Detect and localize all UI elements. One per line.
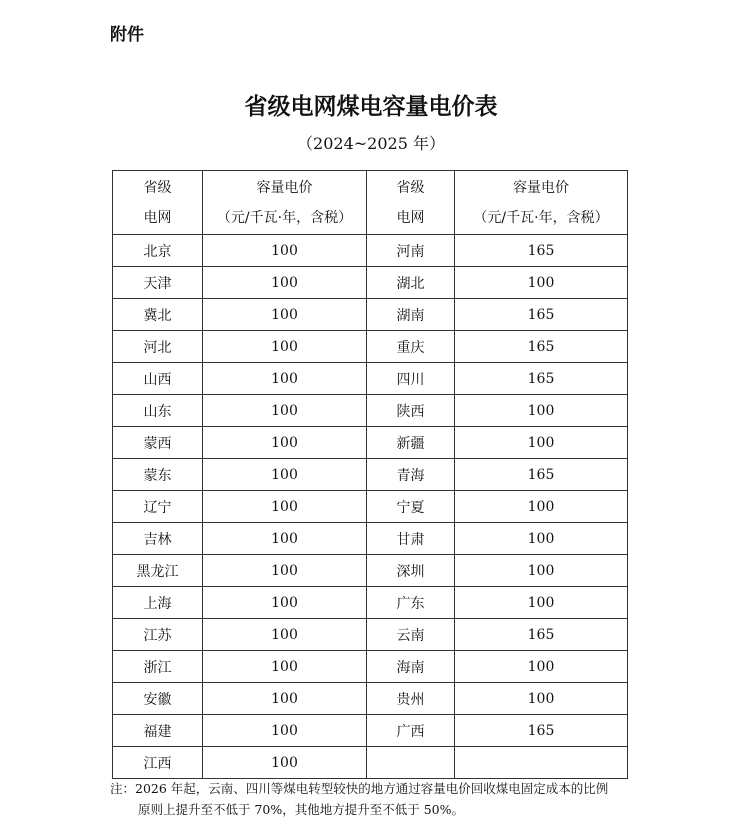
right-region-cell: 重庆 bbox=[367, 331, 455, 363]
region-header-line2: 电网 bbox=[143, 209, 172, 226]
footnote-line1: 注：2026 年起，云南、四川等煤电转型较快的地方通过容量电价回收煤电固定成本的比例 bbox=[110, 781, 609, 796]
left-region-cell: 辽宁 bbox=[113, 491, 203, 523]
left-price-cell: 100 bbox=[203, 395, 367, 427]
left-price-cell: 100 bbox=[203, 587, 367, 619]
right-price-cell: 165 bbox=[455, 235, 628, 267]
left-price-cell: 100 bbox=[203, 715, 367, 747]
table-header-row bbox=[113, 171, 628, 235]
left-price-cell: 100 bbox=[203, 683, 367, 715]
right-price-cell: 100 bbox=[455, 651, 628, 683]
right-region-cell: 广东 bbox=[367, 587, 455, 619]
table-row bbox=[113, 587, 628, 619]
left-region-cell: 山西 bbox=[113, 363, 203, 395]
left-region-cell: 天津 bbox=[113, 267, 203, 299]
right-price-cell bbox=[455, 747, 628, 779]
price-header-line2: （元/千瓦·年，含税） bbox=[473, 209, 609, 226]
region-header-left bbox=[113, 171, 203, 235]
right-price-cell: 100 bbox=[455, 491, 628, 523]
left-region-cell: 黑龙江 bbox=[113, 555, 203, 587]
left-price-cell: 100 bbox=[203, 619, 367, 651]
right-price-cell: 165 bbox=[455, 363, 628, 395]
right-region-cell: 陕西 bbox=[367, 395, 455, 427]
table-row bbox=[113, 523, 628, 555]
left-price-cell: 100 bbox=[203, 555, 367, 587]
price-header-line2: （元/千瓦·年，含税） bbox=[216, 209, 353, 226]
table-row bbox=[113, 491, 628, 523]
table-row bbox=[113, 651, 628, 683]
left-price-cell: 100 bbox=[203, 267, 367, 299]
left-region-cell: 安徽 bbox=[113, 683, 203, 715]
price-header-left bbox=[203, 171, 367, 235]
right-price-cell: 100 bbox=[455, 523, 628, 555]
right-region-cell: 青海 bbox=[367, 459, 455, 491]
table-body bbox=[113, 235, 628, 779]
left-price-cell: 100 bbox=[203, 651, 367, 683]
left-price-cell: 100 bbox=[203, 459, 367, 491]
left-region-cell: 上海 bbox=[113, 587, 203, 619]
left-price-cell: 100 bbox=[203, 491, 367, 523]
table-row bbox=[113, 555, 628, 587]
left-region-cell: 冀北 bbox=[113, 299, 203, 331]
right-region-cell: 深圳 bbox=[367, 555, 455, 587]
right-region-cell bbox=[367, 747, 455, 779]
region-header-right bbox=[367, 171, 455, 235]
right-region-cell: 湖南 bbox=[367, 299, 455, 331]
price-header-line1: 容量电价 bbox=[256, 179, 313, 196]
left-price-cell: 100 bbox=[203, 747, 367, 779]
right-region-cell: 四川 bbox=[367, 363, 455, 395]
left-region-cell: 山东 bbox=[113, 395, 203, 427]
left-region-cell: 蒙西 bbox=[113, 427, 203, 459]
right-price-cell: 165 bbox=[455, 331, 628, 363]
region-header-line1: 省级 bbox=[396, 179, 425, 196]
left-region-cell: 江苏 bbox=[113, 619, 203, 651]
table-row bbox=[113, 235, 628, 267]
left-region-cell: 北京 bbox=[113, 235, 203, 267]
left-region-cell: 福建 bbox=[113, 715, 203, 747]
right-region-cell: 广西 bbox=[367, 715, 455, 747]
left-price-cell: 100 bbox=[203, 523, 367, 555]
left-price-cell: 100 bbox=[203, 235, 367, 267]
left-price-cell: 100 bbox=[203, 427, 367, 459]
right-price-cell: 100 bbox=[455, 555, 628, 587]
footnote bbox=[110, 778, 635, 820]
left-price-cell: 100 bbox=[203, 299, 367, 331]
right-price-cell: 165 bbox=[455, 715, 628, 747]
table-row bbox=[113, 331, 628, 363]
left-price-cell: 100 bbox=[203, 331, 367, 363]
left-region-cell: 浙江 bbox=[113, 651, 203, 683]
document-subtitle: （2024~2025 年） bbox=[297, 134, 445, 153]
footnote-line2: 原则上提升至不低于 70%，其他地方提升至不低于 50%。 bbox=[138, 802, 465, 817]
document-title: 省级电网煤电容量电价表 bbox=[244, 94, 498, 120]
capacity-price-table bbox=[112, 170, 628, 779]
region-header-line2: 电网 bbox=[396, 209, 425, 226]
left-region-cell: 河北 bbox=[113, 331, 203, 363]
left-region-cell: 江西 bbox=[113, 747, 203, 779]
table-row bbox=[113, 363, 628, 395]
right-region-cell: 云南 bbox=[367, 619, 455, 651]
table-row bbox=[113, 427, 628, 459]
table-row bbox=[113, 459, 628, 491]
table-row bbox=[113, 267, 628, 299]
right-region-cell: 新疆 bbox=[367, 427, 455, 459]
right-region-cell: 宁夏 bbox=[367, 491, 455, 523]
left-region-cell: 吉林 bbox=[113, 523, 203, 555]
right-price-cell: 100 bbox=[455, 683, 628, 715]
right-region-cell: 贵州 bbox=[367, 683, 455, 715]
table-row bbox=[113, 619, 628, 651]
right-price-cell: 100 bbox=[455, 395, 628, 427]
attachment-label: 附件 bbox=[110, 25, 144, 45]
table-row bbox=[113, 747, 628, 779]
table-row bbox=[113, 299, 628, 331]
price-header-right bbox=[455, 171, 628, 235]
right-price-cell: 165 bbox=[455, 619, 628, 651]
price-header-line1: 容量电价 bbox=[513, 179, 569, 196]
right-price-cell: 100 bbox=[455, 427, 628, 459]
right-price-cell: 165 bbox=[455, 459, 628, 491]
right-region-cell: 湖北 bbox=[367, 267, 455, 299]
right-price-cell: 165 bbox=[455, 299, 628, 331]
left-region-cell: 蒙东 bbox=[113, 459, 203, 491]
right-region-cell: 海南 bbox=[367, 651, 455, 683]
left-price-cell: 100 bbox=[203, 363, 367, 395]
table-row bbox=[113, 715, 628, 747]
right-price-cell: 100 bbox=[455, 267, 628, 299]
right-region-cell: 河南 bbox=[367, 235, 455, 267]
right-region-cell: 甘肃 bbox=[367, 523, 455, 555]
region-header-line1: 省级 bbox=[143, 179, 172, 196]
right-price-cell: 100 bbox=[455, 587, 628, 619]
table-row bbox=[113, 395, 628, 427]
table-row bbox=[113, 683, 628, 715]
